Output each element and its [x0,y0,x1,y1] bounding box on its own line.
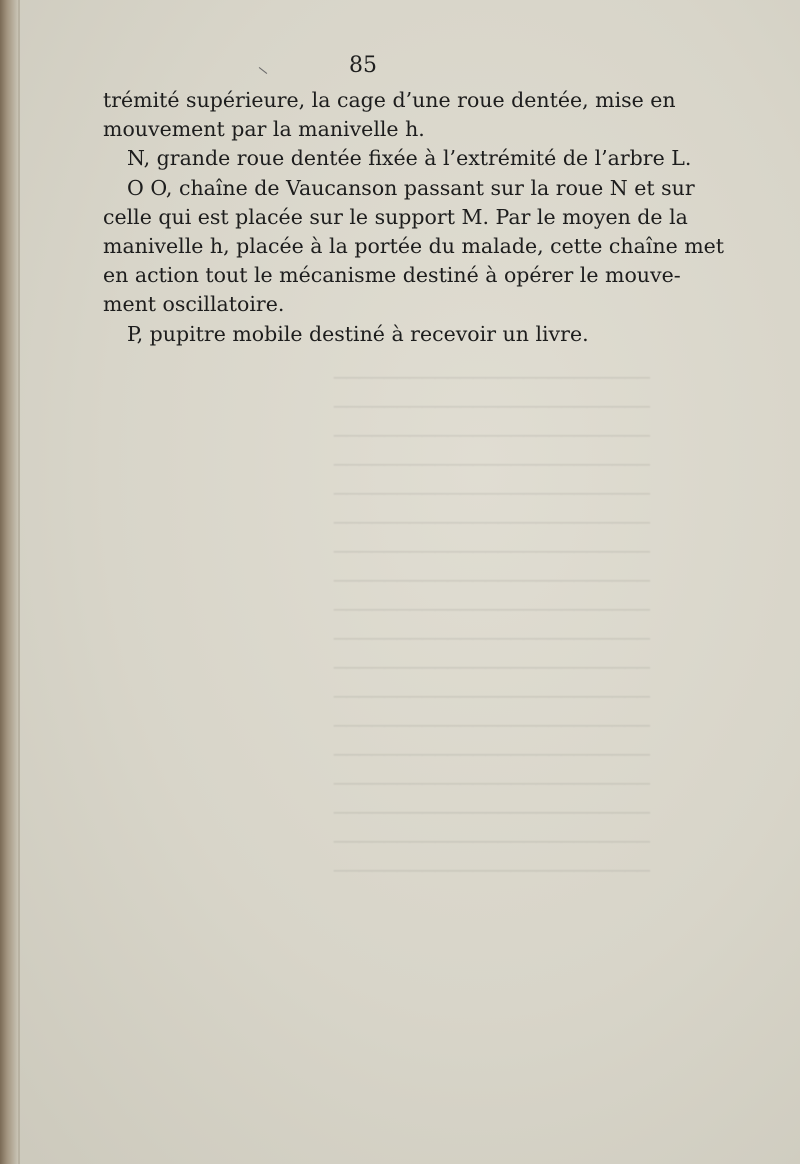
text-line: en action tout le mécanisme destiné à opérer le mouve- [103,263,681,288]
page-number: 85 [349,53,377,78]
text-line: ment oscillatoire. [103,292,285,317]
page-binding-edge [0,0,18,1164]
text-line: celle qui est placée sur le support M. Par le moyen de la [103,204,688,229]
text-line: trémité supérieure, la cage d’une roue dentée, mise en [103,88,676,112]
show-through-text: ───────────────────────── ───────────────────────── ───────────────────────── ───────────────────────── ───────────────────────── ───────────────────────── ───────────────────────── ───────────────────────── ───────────────────────── ───────────────────────── ───────────────────────── ───────────────────────── ───────────────────────── ───────────────────────── ───────────────────────── ───────────────────────── ───────────────────────── ───────────────────────── [333,366,650,883]
text-line: mouvement par la manivelle h. [103,117,425,142]
text-line: N, grande roue dentée fixée à l’extrémité de l’arbre L. [127,146,692,171]
text-line: O O, chaîne de Vaucanson passant sur la roue N et sur [127,175,695,200]
page-binding-line [18,0,20,1164]
text-line: manivelle h, placée à la portée du malade, cette chaîne met [103,233,725,258]
body-text [103,86,725,349]
text-line: P, pupitre mobile destiné à recevoir un livre. [127,321,589,346]
